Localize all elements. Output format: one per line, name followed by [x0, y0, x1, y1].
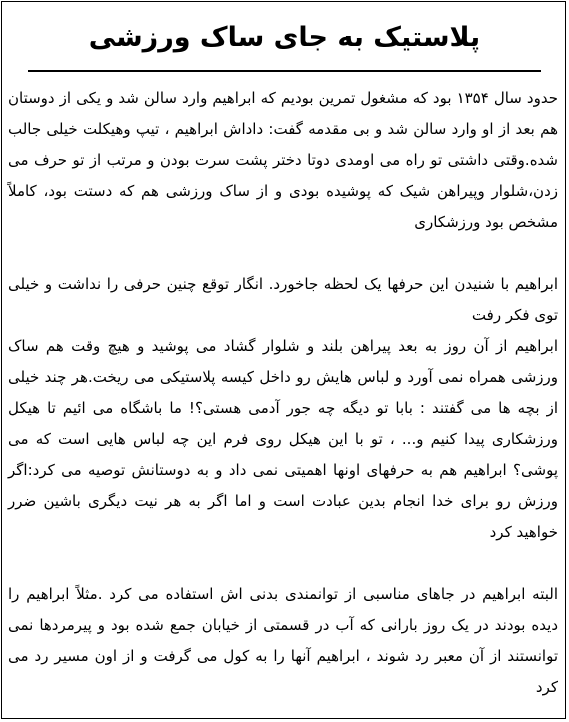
paragraph-gap	[8, 548, 558, 579]
article-title: پلاستیک به جای ساک ورزشی	[88, 22, 481, 53]
paragraph-1: حدود سال ۱۳۵۴ بود که مشغول تمرین بودیم که ابراهیم وارد سالن شد و یکی از دوستان هم بعد از او وارد سالن شد و بی مقدمه گفت: داداش ابراهیم ، تیپ وهیکلت خیلی جالب شده.وقتی داشتی تو راه می اومدی دوتا دختر پشت سرت بودن و مرتب از تو حرف می زدن،شلوار وپیراهن شیک که پوشیده بودی و از ساک ورزشی هم که دستت بود، کاملاً مشخص بود ورزشکاری	[8, 89, 558, 231]
paragraph-2: ابراهیم با شنیدن این حرفها یک لحظه جاخورد. انگار توقع چنین حرفی را نداشت و خیلی توی فکر رفت	[8, 275, 558, 324]
paragraph-gap	[8, 238, 558, 269]
article-body	[8, 83, 558, 703]
paragraph-4: البته ابراهیم در جاهای مناسبی از توانمندی بدنی اش استفاده می کرد .مثلاً ابراهیم را دیده بودند در یک روز بارانی که آب در قسمتی از خیابان جمع شده بود و پیرمردها نمی توانستند از آن معبر رد شوند ، ابراهیم آنها را به کول می گرفت و از اون مسیر رد می کرد	[8, 585, 558, 696]
title-divider	[28, 70, 541, 72]
paragraph-3: ابراهیم از آن روز به بعد پیراهن بلند و شلوار گشاد می پوشید و هیچ وقت هم ساک ورزشی همراه نمی آورد و لباس هایش رو داخل کیسه پلاستیکی می ریخت.هر چند خیلی از بچه ها می گفتند : بابا تو دیگه چه جور آدمی هستی؟! ما باشگاه می ائیم تا هیکل ورزشکاری پیدا کنیم و... ، تو با این هیکل روی فرم این چه لباس هایی است که می پوشی؟ ابراهیم هم به حرفهای اونها اهمیتی نمی داد و به دوستانش توصیه می کرد:اگر ورزش رو برای خدا انجام بدین عبادت است و اما اگر به هر نیت دیگری باشین ضرر خواهید کرد	[8, 337, 558, 541]
